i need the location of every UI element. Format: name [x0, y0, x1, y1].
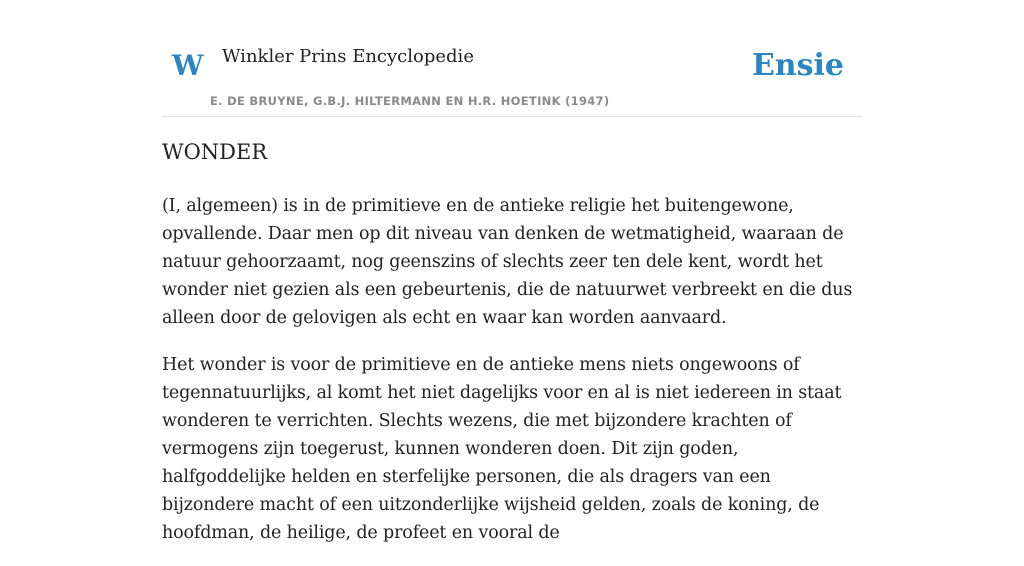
winkler-prins-logo[interactable]: W: [172, 49, 204, 82]
header: [162, 0, 862, 117]
entry-title: WONDER: [162, 140, 268, 164]
ensie-brand-logo[interactable]: Ensie: [751, 48, 844, 83]
paragraph: Het wonder is voor de primitieve en de antieke mens niets ongewoons of tegennatuurlijks, al komt het niet dagelijks voor en al is niet iedereen in staat wonderen te verrichten. Slechts wezens, die met bijzondere krachten of vermogens zijn toegerust, kunnen wonderen doen. Dit zijn goden, halfgoddelijke helden en sterfelijke personen, die als dragers van een bijzondere macht of een uitzonderlijke wijsheid gelden, zoals de koning, de hoofdman, de heilige, de profeet en vooral de: [162, 355, 842, 543]
book-title[interactable]: Winkler Prins Encyclopedie: [222, 46, 474, 67]
authors-line: E. DE BRUYNE, G.B.J. HILTERMANN EN H.R. HOETINK (1947): [210, 94, 610, 108]
entry-body: [162, 192, 864, 566]
paragraph: (I, algemeen) is in de primitieve en de antieke religie het buitengewone, opvallende. Daar men op dit niveau van denken de wetmatigheid, waaraan de natuur gehoorzaamt, nog geenszins of slechts zeer ten dele kent, wordt het wonder niet gezien als een gebeurtenis, die de natuurwet verbreekt en die dus alleen door de gelovigen als echt en waar kan worden aanvaard.: [162, 196, 853, 328]
